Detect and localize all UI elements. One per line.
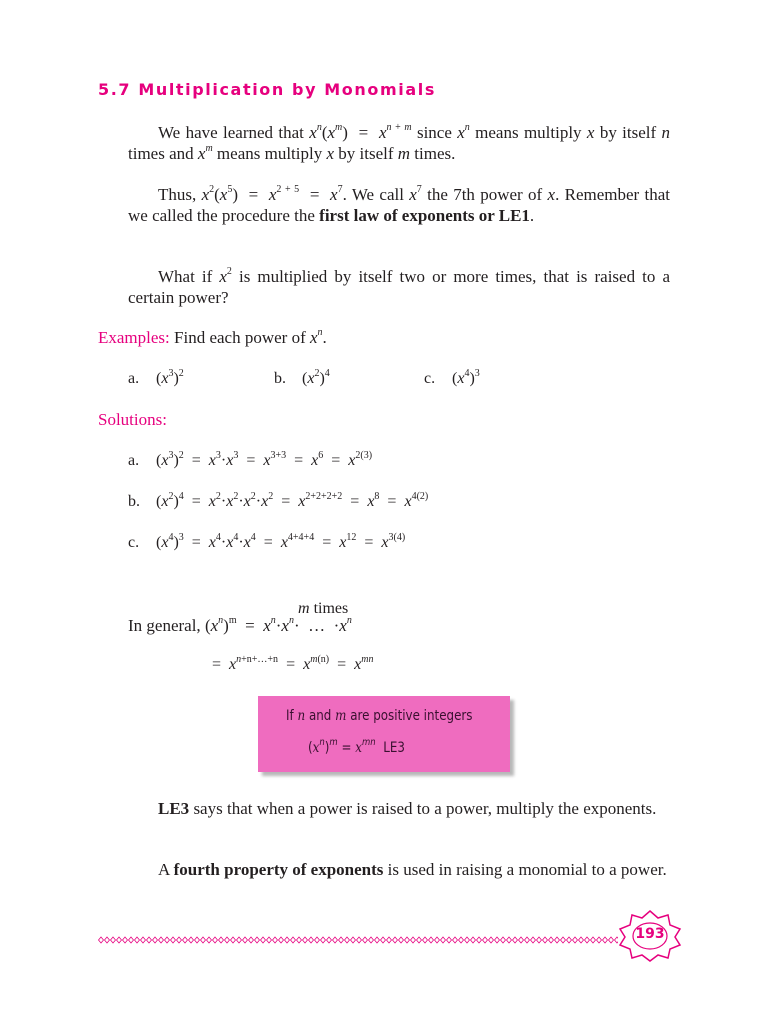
text: . We call	[342, 185, 410, 204]
text: says that when a power is raised to a power, multiply the exponents.	[189, 799, 657, 818]
example-a: a. $(x^3)^2$	[128, 367, 184, 387]
item-label: b.	[128, 493, 140, 510]
text: We have learned that	[158, 123, 310, 142]
item-label: b.	[274, 370, 286, 387]
general-rule-line2: = $x^{n+n+\dots+n} = x^{m(n)} = x^{mn}$	[212, 653, 374, 673]
text: by itself	[334, 144, 398, 163]
bold-term: first law of exponents or LE1	[319, 206, 530, 225]
solution-c: c. $(x^4)^3 = x^4\cdot x^4\cdot x^4 = x^{4+4+4} = x^{12} = x^{3(4)}$	[128, 531, 406, 551]
paragraph-first-law-example: Thus, $x^2(x^5) = x^{2 + 5} = x^7$. We call $x^7$ the 7th power of x. Remember that we called the procedure the first law of exponents or LE1.	[128, 184, 671, 225]
item-label: c.	[128, 534, 140, 551]
le3-tag: LE3	[383, 740, 405, 756]
text: Thus,	[158, 185, 202, 204]
example-b: b. $(x^2)^4$	[274, 367, 330, 387]
text: are positive integers	[346, 708, 473, 724]
paragraph-raise-power: What if $x^2$ is multiplied by itself two or more times, that is raised to a certain power?	[128, 266, 670, 307]
text: and	[305, 708, 336, 724]
text: If	[286, 708, 298, 724]
bold-term: fourth property of exponents	[173, 860, 384, 879]
item-label: a.	[128, 370, 140, 387]
text: A	[158, 860, 174, 879]
example-c: c. $(x^4)^3$	[424, 367, 480, 387]
solution-a: a. $(x^3)^2 = x^3\cdot x^3 = x^{3+3} = x^6 = x^{2(3)}$	[128, 449, 373, 469]
var-m: m	[335, 708, 347, 724]
general-rule-line1: In general, $(x^n)^m = x^n\cdot x^n\cdot$ … $\cdot x^n$	[128, 615, 352, 635]
paragraph-fourth-property	[128, 859, 670, 880]
text: is used in raising a monomial to a power.	[383, 860, 667, 879]
text: In general,	[128, 616, 205, 635]
footer-diamond-border	[98, 936, 618, 944]
text: since	[411, 123, 458, 142]
text: times and	[128, 144, 198, 163]
text: .	[529, 206, 535, 225]
text: means multiply	[469, 123, 587, 142]
text: Find each power of	[169, 328, 310, 347]
text: is multiplied by itself two or more times, that is raised to a certain power?	[128, 267, 670, 307]
section-heading: 5.7 Multiplication by Monomials	[98, 80, 436, 99]
m-times-label: m times	[298, 600, 349, 617]
le3-formula: $(x^n)^m = x^{mn}$ LE3	[308, 737, 405, 756]
var-n: n	[297, 708, 306, 724]
text: means multiply	[212, 144, 327, 163]
paragraph-le3-explanation	[128, 798, 670, 819]
item-label: c.	[424, 370, 436, 387]
text: the 7th power of	[421, 185, 548, 204]
paragraph-first-law-intro: We have learned that $x^n(x^m) = x^{n + m}$ since $x^n$ means multiply x by itself n times and $x^m$ means multiply x by itself m times.	[128, 122, 671, 163]
text: What if	[158, 267, 220, 286]
item-label: a.	[128, 452, 140, 469]
text: Remember that we called the procedure the	[128, 185, 671, 225]
solution-b: b. $(x^2)^4 = x^2\cdot x^2\cdot x^2\cdot x^2 = x^{2+2+2+2} = x^8 = x^{4(2)}$	[128, 490, 429, 510]
solutions-label: Solutions:	[98, 410, 167, 429]
bold-term: LE3	[158, 799, 190, 818]
examples-label: Examples:	[98, 328, 170, 347]
le3-rule-box	[258, 696, 510, 772]
examples-line: Examples: Find each power of $x^n$.	[98, 327, 327, 347]
text: times.	[410, 144, 456, 163]
page-number: 193	[635, 926, 665, 942]
le3-condition	[286, 708, 472, 724]
text: by itself	[599, 123, 662, 142]
